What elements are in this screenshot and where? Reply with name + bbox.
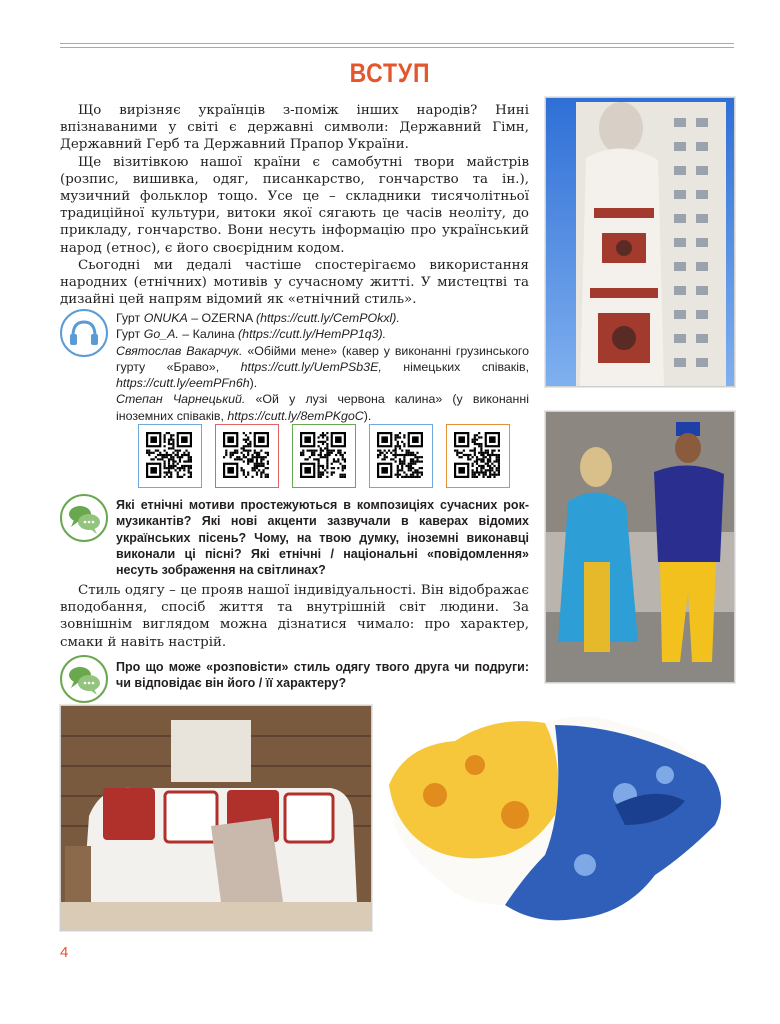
discussion-icon: [60, 655, 108, 703]
style-text: [60, 582, 529, 651]
link-onuka[interactable]: (https://cutt.ly/CemPOkxl).: [255, 311, 400, 325]
intro-paragraph-3: Сьогодні ми дедалі частіше спостерігаємо використання народних (етнічних) мотивів у сучасному житті. У мистецтві та дизайні цей напрям відомий як «етнічний стиль».: [60, 257, 529, 308]
qr-pattern: [223, 432, 269, 478]
page-title: ВСТУП: [349, 58, 431, 88]
qr-pattern: [146, 432, 192, 478]
sofa-illustration: [61, 706, 371, 930]
intro-paragraph-1: Що вирізняє українців з-поміж інших народів? Нині впізнаваними у світі є державні символи: Державний Гімн, Державний Герб та Державний Прапор України.: [60, 103, 529, 153]
listen-item-go-a: Гурт Go_A. – Калина (https://cutt.ly/HemPP1q3).: [116, 327, 387, 342]
link-german-singers[interactable]: https://cutt.ly/eemPFn6h: [116, 376, 250, 391]
page-number: 4: [60, 944, 69, 961]
link-bravo[interactable]: https://cutt.ly/UemPSb3E,: [240, 359, 382, 374]
ethnic-interior-photo: [60, 705, 372, 931]
listening-list: [116, 310, 529, 424]
link-go-a[interactable]: (https://cutt.ly/HemPP1q3).: [238, 327, 387, 342]
discussion-question-1: Які етнічні мотиви простежуються в композиціях сучасних рок-музикантів? Які нові акценти зазвучали в каверах відомих українських пісень? Чому, на твою думку, іноземні виконавці виконали ці пісні? Які етнічні / національні «повідомлення» несуть зображення на світлинах?: [116, 498, 529, 578]
qr-pattern: [454, 432, 500, 478]
qr-pattern: [300, 432, 346, 478]
mural-building-photo: [545, 97, 735, 387]
qr-code-vakarchuk-german[interactable]: [369, 424, 433, 488]
headphones-icon: [60, 309, 108, 357]
listen-item-charnetskyi: Степан Чарнецький. «Ой у лузі червона калина» (у виконанні іноземних співаків, https://cutt.ly/8emPKgoC).: [116, 392, 529, 423]
discussion-question-2: Про що може «розповісти» стиль одягу твого друга чи подруги: чи відповідає він його / її характеру?: [116, 660, 529, 691]
qr-pattern: [377, 432, 423, 478]
header-rule: [60, 43, 734, 48]
style-paragraph: Стиль одягу – це прояв нашої індивідуальності. Він відображає вподобання, спосіб життя та внутрішній світ людини. За зовнішнім виглядом можна дізнатися чимало: про характер, смаки й навіть настрій.: [60, 583, 529, 650]
ukraine-map-ornament: [385, 705, 735, 925]
map-illustration: [385, 705, 735, 925]
qr-code-onuka[interactable]: [138, 424, 202, 488]
couple-illustration: [546, 412, 734, 682]
listen-item-onuka: Гурт ONUKA – OZERNA (https://cutt.ly/CemPOkxl).: [116, 311, 400, 325]
mural-illustration: [546, 98, 734, 386]
qr-code-charnetskyi[interactable]: [446, 424, 510, 488]
street-fashion-photo: [545, 411, 735, 683]
qr-code-go-a[interactable]: [215, 424, 279, 488]
intro-paragraph-2: Ще візитівкою нашої країни є самобутні твори майстрів (розпис, вишивка, одяг, писанкарство, гончарство та ін.), музичний фольклор тощо. Усе це – складники тисячолітньої традиційної культури, витоки якої сягають це часів неоліту, до прикладу, гончарство. Вони несуть інформацію про український народ (етнос), є його своєрідним кодом.: [60, 154, 529, 256]
discussion-icon: [60, 494, 108, 542]
qr-code-vakarchuk-bravo[interactable]: [292, 424, 356, 488]
intro-text: [60, 102, 529, 308]
link-charnetskyi[interactable]: https://cutt.ly/8emPKgoC: [227, 408, 364, 423]
listen-item-vakarchuk: Святослав Вакарчук. «Обійми мене» (кавер у виконанні грузинського гурту «Браво», https://cutt.ly/UemPSb3E, німецьких співаків, https://cutt.ly/eemPFn6h).: [116, 343, 530, 391]
